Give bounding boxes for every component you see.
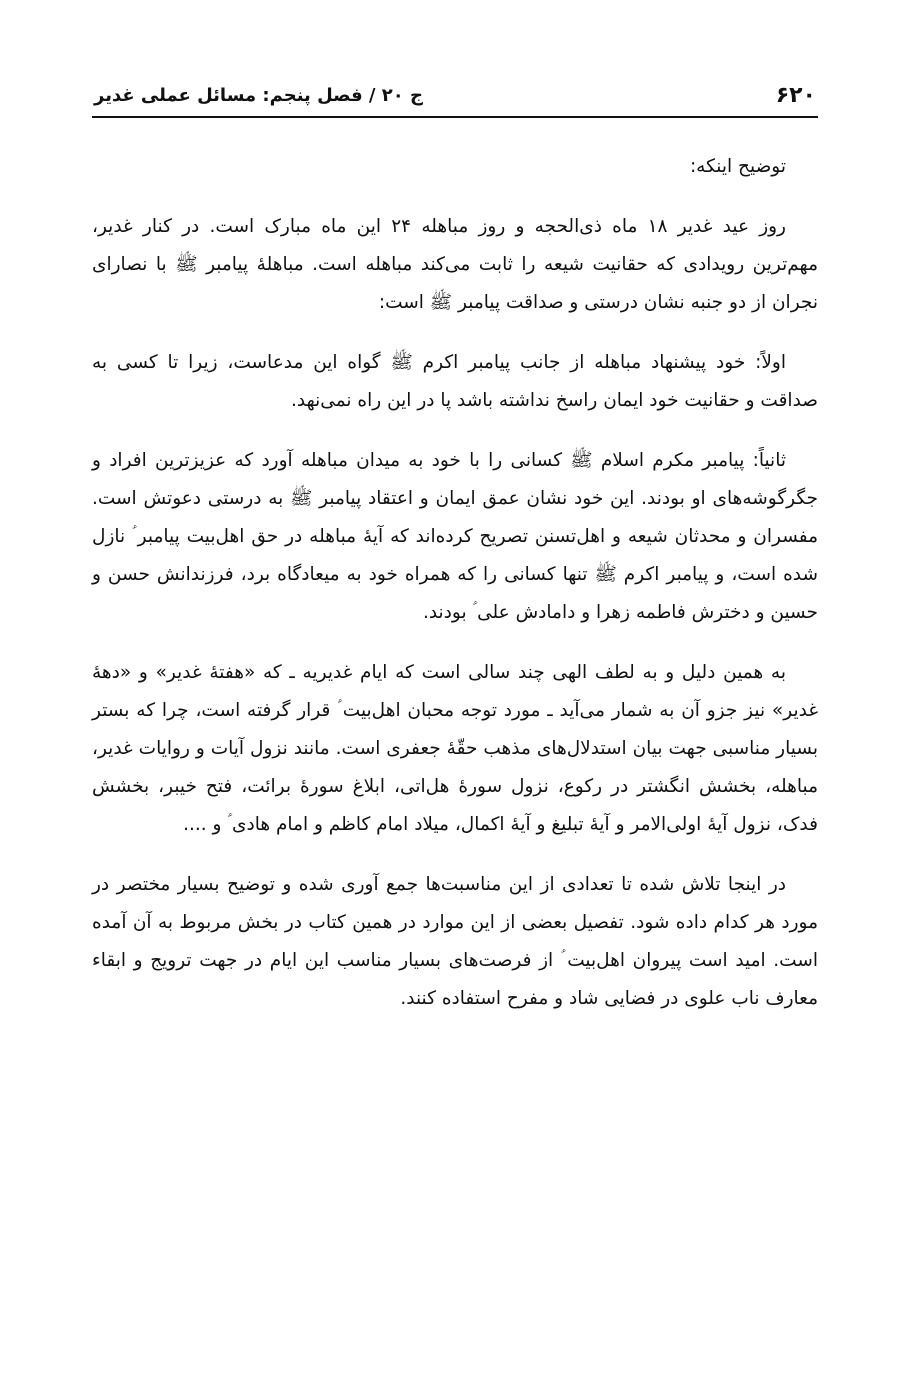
paragraph-4: به همین دلیل و به لطف الهی چند سالی است که ایام غدیریه ـ که «هفتهٔ غدیر» و «دههٔ غدیر» نیز جزو آن به شمار می‌آید ـ مورد توجه محبان اهل‌بیت ؑ قرار گرفته است، چرا که بستر بسیار مناسبی جهت بیان استدلال‌های مذهب حقّهٔ جعفری است. مانند نزول آیات و روایات غدیر، مباهله، بخشش انگشتر در رکوع، نزول سورهٔ هل‌اتی، ابلاغ سورهٔ برائت، فتح خیبر، بخشش فدک، نزول آیهٔ اولی‌الامر و آیهٔ تبلیغ و آیهٔ اکمال، میلاد امام کاظم و امام هادی ؑ و .... xyxy=(92,662,818,835)
book-page xyxy=(92,70,818,1040)
running-header xyxy=(92,70,818,116)
paragraph-2: اولاً: خود پیشنهاد مباهله از جانب پیامبر اکرم ﷺ گواه این مدعاست، زیرا تا کسی به صداقت و حقانیت خود ایمان راسخ نداشته باشد پا در این راه نمی‌نهد. xyxy=(92,352,818,411)
paragraph-1: روز عید غدیر ۱۸ ماه ذی‌الحجه و روز مباهله ۲۴ این ماه مبارک است. در کنار غدیر، مهم‌ترین رویدادی که حقانیت شیعه را ثابت می‌کند مباهله است. مباهلهٔ پیامبر ﷺ با نصارای نجران از دو جنبه نشان درستی و صداقت پیامبر ﷺ است: xyxy=(92,216,818,313)
chapter-title: ج ۲۰ / فصل پنجم: مسائل عملی غدیر xyxy=(94,85,424,106)
header-rule xyxy=(92,116,818,118)
body-text xyxy=(92,148,818,1018)
paragraph-3: ثانیاً: پیامبر مکرم اسلام ﷺ کسانی را با خود به میدان مباهله آورد که عزیزترین افراد و جگرگوشه‌های او بودند. این خود نشان عمق ایمان و اعتقاد پیامبر ﷺ به درستی دعوتش است. مفسران و محدثان شیعه و اهل‌تسنن تصریح کرده‌اند که آیهٔ مباهله در حق اهل‌بیت پیامبر ؑ نازل شده است، و پیامبر اکرم ﷺ تنها کسانی را که همراه خود به میعادگاه برد، فرزندانش حسن و حسین و دخترش فاطمه زهرا و دامادش علی ؑ بودند. xyxy=(92,450,818,623)
lead-line: توضیح اینکه: xyxy=(689,156,786,177)
paragraph-5: در اینجا تلاش شده تا تعدادی از این مناسبت‌ها جمع آوری شده و توضیح بسیار مختصر در مورد هر کدام داده شود. تفصیل بعضی از این موارد در همین کتاب در بخش مربوط به آن آمده است. امید است پیروان اهل‌بیت ؑ از فرصت‌های بسیار مناسب این ایام در جهت ترویج و ابقاء معارف ناب علوی در فضایی شاد و مفرح استفاده کنند. xyxy=(92,874,818,1009)
page-number: ۶۲۰ xyxy=(775,83,816,108)
